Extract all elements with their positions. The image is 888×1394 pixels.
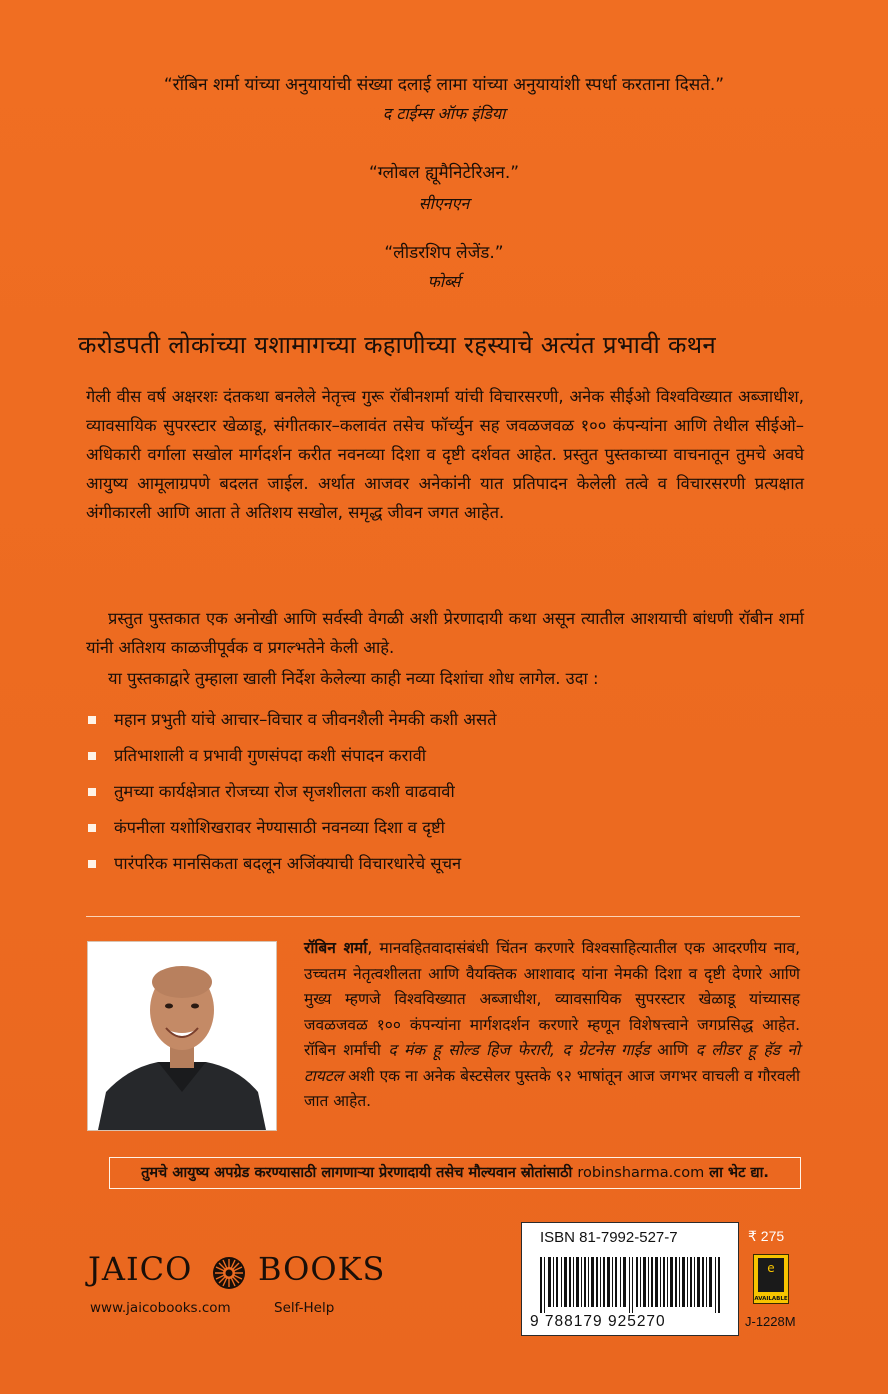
bullet-square-icon	[88, 788, 96, 796]
publisher-logo-right: BOOKS	[258, 1250, 386, 1288]
isbn-number: ISBN 81-7992-527-7	[540, 1229, 678, 1246]
genre-label: Self-Help	[274, 1300, 335, 1316]
paragraph-story: प्रस्तुत पुस्तकात एक अनोखी आणि सर्वस्वी वेगळी अशी प्रेरणादायी कथा असून त्यातील आशयाची बांधणी रॉबीन शर्मा यांनी अतिशय काळजीपूर्वक व प्रगल्भतेने केली आहे.	[86, 609, 804, 657]
quote-source: सीएनएन	[418, 194, 470, 213]
barcode-icon	[534, 1257, 730, 1313]
benefit-list	[86, 706, 786, 886]
headline: करोडपती लोकांच्या यशामागच्या कहाणीच्या रहस्याचे अत्यंत प्रभावी कथन	[78, 331, 716, 359]
paragraph-lead-in: या पुस्तकाद्वारे तुम्हाला खाली निर्देश केलेल्या काही नव्या दिशांचा शोध लागेल. उदा :	[108, 669, 599, 688]
author-bio: रॉबिन शर्मा, मानवहितवादासंबंधी चिंतन करणारे विश्वसाहित्यातील एक आदरणीय नाव, उच्चतम नेतृत्वशीलता आणि वैयक्तिक आशावाद यांना नेमकी दिशा व दृष्टी देणारे आणि मुख्य म्हणजे विश्वविख्यात अब्जाधीश, व्यावसायिक सुपरस्टार खेळाडू यांच्यासह जवळजवळ १०० कंपन्यांना मार्गशदर्शन करणारे म्हणून विशेषत्त्वाने जगप्रसिद्ध आहेत. रॉबिन शर्मांची द मंक हू सोल्ड हिज फेरारी, द ग्रेटनेस गाईड आणि द लीडर हू हॅड नो टायटल अशी एक ना अनेक बेस्टसेलर पुस्तके ९२ भाषांतून आज जगभर वाचली व गौरवली जात आहेत.	[304, 939, 801, 1110]
bullet-square-icon	[88, 716, 96, 724]
bullet-square-icon	[88, 824, 96, 832]
list-item: तुमच्या कार्यक्षेत्रात रोजच्या रोज सृजशीलता कशी वाढवावी	[86, 778, 786, 814]
publisher-emblem-icon	[212, 1256, 246, 1290]
paragraph-intro: गेली वीस वर्ष अक्षरशः दंतकथा बनलेले नेतृत्त्व गुरू रॉबीनशर्मा यांची विचारसरणी, अनेक सीईओ विश्वविख्यात अब्जाधीश, व्यावसायिक सुपरस्टार खेळाडू, संगीतकार–कलावंत तसेच फॉर्च्युन सह जवळजवळ १०० कंपन्यांना आणि तेथील सीईओ–अधिकारी वर्गाला सखोल मार्गदर्शन करीत नवनव्या दिशा व दृष्टी दर्शवत आहेत. प्रस्तुत पुस्तकाच्या वाचनातून तुमचे अवघे आयुष्य आमूलाग्रपणे बदलत जाईल. अर्थात आजवर अनेकांनी यात प्रतिपादन केलेली तत्वे व विचारसरणी प्रत्यक्षात अंगीकारली आणि आता ते अतिशय सखोल, समृद्ध जीवन जगत आहेत.	[86, 387, 804, 522]
bullet-square-icon	[88, 752, 96, 760]
divider	[86, 916, 800, 917]
author-name: रॉबिन शर्मा	[304, 939, 368, 957]
ebook-badge	[753, 1254, 789, 1304]
quote-forbes: “लीडरशिप लेजेंड.”	[384, 243, 504, 263]
book-title: द लीडर हू हॅड नो टायटल	[304, 1041, 801, 1085]
author-portrait-icon	[88, 942, 276, 1130]
website-callout: तुमचे आयुष्य अपग्रेड करण्यासाठी लागणाऱ्या प्रेरणादायी तसेच मौल्यवान स्रोतांसाठी robinsharma.com ला भेट द्या.	[109, 1157, 801, 1189]
quote-source: फोर्ब्स	[427, 272, 461, 291]
price-label: ₹ 275	[748, 1228, 785, 1244]
quote-times-of-india: “रॉबिन शर्मा यांच्या अनुयायांची संख्या दलाई लामा यांच्या अनुयायांशी स्पर्धा करताना दिसते.”	[163, 75, 725, 95]
quote-source: द टाईम्स ऑफ इंडिया	[382, 104, 506, 123]
ebook-icon: e	[758, 1258, 784, 1292]
quote-cnn: “ग्लोबल ह्यूमैनिटेरिअन.”	[368, 163, 520, 183]
ebook-badge-label: AVAILABLE	[754, 1296, 788, 1302]
publisher-logo-left: JAICO	[88, 1250, 193, 1288]
list-item: महान प्रभुती यांचे आचार–विचार व जीवनशैली नेमकी कशी असते	[86, 706, 786, 742]
website-link[interactable]: robinsharma.com	[577, 1165, 705, 1181]
author-photo	[87, 941, 277, 1131]
book-title: द मंक हू सोल्ड हिज फेरारी, द ग्रेटनेस गाईड	[388, 1041, 650, 1059]
list-item: कंपनीला यशोशिखरावर नेण्यासाठी नवनव्या दिशा व दृष्टी	[86, 814, 786, 850]
product-code: J-1228M	[745, 1314, 796, 1329]
bullet-square-icon	[88, 860, 96, 868]
list-item: प्रतिभाशाली व प्रभावी गुणसंपदा कशी संपादन करावी	[86, 742, 786, 778]
barcode-digits: 9 788179 925270	[530, 1313, 666, 1330]
isbn-barcode-box	[521, 1222, 739, 1336]
list-item: पारंपरिक मानसिकता बदलून अजिंक्याची विचारधारेचे सूचन	[86, 850, 786, 886]
publisher-url[interactable]: www.jaicobooks.com	[90, 1300, 231, 1316]
